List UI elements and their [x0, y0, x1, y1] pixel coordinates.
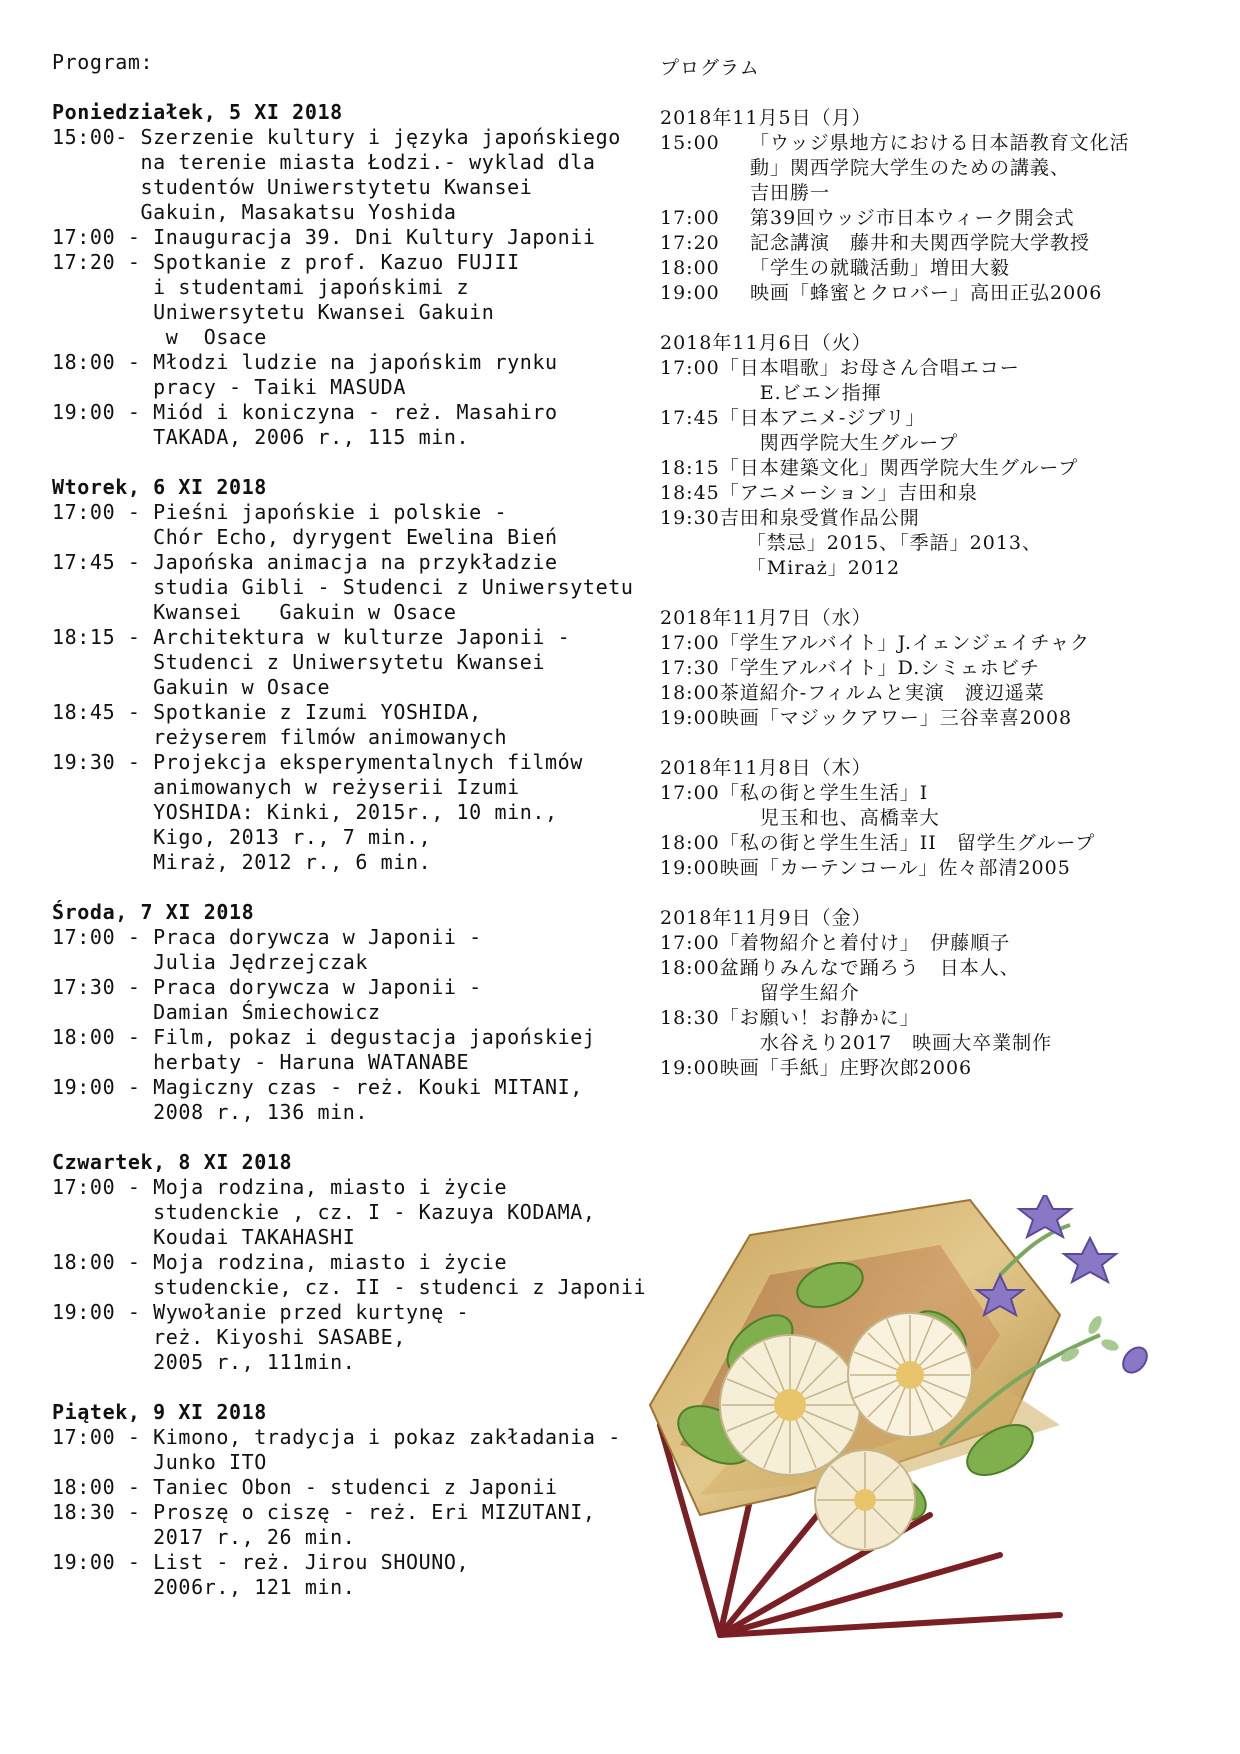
- event-time: 17:00: [660, 357, 720, 379]
- day-title: Wtorek, 6 XI 2018: [52, 475, 267, 499]
- event-line: Kimono, tradycja i pokaz zakładania -: [153, 1425, 621, 1449]
- event-description: [153, 1250, 646, 1300]
- event-row: [52, 1300, 612, 1375]
- event-row: [660, 706, 1220, 731]
- event-line: 吉田勝一: [750, 182, 831, 204]
- event-row: [660, 131, 1220, 206]
- event-row: [660, 931, 1220, 956]
- event-row: [660, 781, 1220, 831]
- event-row: [52, 1075, 612, 1125]
- event-time: 18:00 -: [52, 1025, 154, 1049]
- event-time: 19:30 -: [52, 750, 154, 774]
- event-time: 18:15: [660, 457, 720, 479]
- program-polish: [52, 50, 647, 1600]
- event-row: [660, 481, 1220, 506]
- event-description: [153, 250, 520, 350]
- event-line: 「日本アニメ-ジブリ」: [719, 407, 926, 429]
- event-line: studentów Uniwerstytetu Kwansei: [140, 175, 533, 199]
- event-row: [52, 1025, 612, 1075]
- event-description: [720, 406, 958, 456]
- event-line: YOSHIDA: Kinki, 2015r., 10 min.,: [153, 800, 558, 824]
- event-time: 18:15 -: [52, 625, 154, 649]
- event-time: 18:00: [660, 957, 720, 979]
- event-line: Spotkanie z prof. Kazuo FUJII: [153, 250, 520, 274]
- event-time: 19:30: [660, 507, 720, 529]
- event-description: [720, 781, 940, 831]
- event-description: [750, 256, 1010, 281]
- event-line: reżyserem filmów animowanych: [153, 725, 508, 749]
- event-time: 18:30: [660, 1007, 720, 1029]
- event-time: 18:45: [660, 482, 720, 504]
- program-day: [52, 1150, 647, 1375]
- event-description: [750, 206, 1075, 231]
- event-row: [660, 1056, 1220, 1081]
- event-line: 「日本唱歌」お母さん合唱エコー: [719, 357, 1020, 379]
- event-time: 17:00 -: [52, 500, 154, 524]
- event-description: [750, 281, 1102, 306]
- event-description: [720, 656, 1040, 681]
- event-description: [720, 931, 1011, 956]
- event-line: Julia Jędrzejczak: [153, 950, 369, 974]
- event-line: reż. Kiyoshi SASABE,: [153, 1325, 406, 1349]
- program-heading: Program:: [52, 50, 154, 74]
- event-line: Młodzi ludzie na japońskim rynku: [153, 350, 558, 374]
- event-row: [660, 631, 1220, 656]
- day-title: 2018年11月6日（火）: [660, 332, 872, 354]
- event-time: 17:00 -: [52, 1425, 154, 1449]
- event-time: 17:00: [660, 207, 720, 229]
- event-description: [153, 975, 482, 1025]
- event-row: [52, 350, 612, 400]
- event-line: studenckie , cz. I - Kazuya KODAMA,: [153, 1200, 596, 1224]
- event-description: [153, 225, 595, 250]
- event-line: Miraż, 2012 r., 6 min.: [153, 850, 432, 874]
- event-line: 吉田和泉受賞作品公開: [719, 507, 920, 529]
- event-line: 映画「マジックアワー」三谷幸喜2008: [719, 707, 1073, 729]
- event-description: [720, 1006, 1052, 1056]
- event-line: 水谷えり2017 映画大卒業制作: [719, 1032, 1053, 1054]
- event-description: [153, 1475, 558, 1500]
- event-line: Projekcja eksperymentalnych filmów: [153, 750, 583, 774]
- event-time: 19:00 -: [52, 1075, 154, 1099]
- event-time: 15:00-: [52, 125, 141, 149]
- event-row: [52, 400, 612, 450]
- event-time: 15:00: [660, 132, 720, 154]
- event-description: [153, 1550, 469, 1600]
- event-row: [52, 925, 612, 975]
- event-row: [52, 225, 612, 250]
- event-line: Szerzenie kultury i języka japońskiego: [140, 125, 621, 149]
- event-row: [660, 231, 1220, 256]
- event-description: [720, 506, 1042, 581]
- event-line: 盆踊りみんなで踊ろう 日本人、: [719, 957, 1020, 979]
- event-time: 19:00: [660, 707, 720, 729]
- event-line: Gakuin, Masakatsu Yoshida: [140, 200, 457, 224]
- day-title: 2018年11月5日（月）: [660, 107, 872, 129]
- program-day: [52, 900, 612, 1125]
- event-line: 2006r., 121 min.: [153, 1575, 356, 1599]
- event-row: [52, 750, 612, 875]
- event-description: [153, 1175, 595, 1250]
- event-time: 19:00: [660, 282, 720, 304]
- event-line: 「学生アルバイト」D.シミェホビチ: [719, 657, 1040, 679]
- event-time: 18:30 -: [52, 1500, 154, 1524]
- program-day: [52, 475, 634, 875]
- event-row: [660, 456, 1220, 481]
- event-line: E.ビエン指揮: [719, 382, 882, 404]
- program-heading-jp: プログラム: [660, 57, 760, 79]
- event-line: Uniwersytetu Kwansei Gakuin: [153, 300, 495, 324]
- event-description: [153, 925, 482, 975]
- event-line: 動」関西学院大学生のための講義、: [750, 157, 1071, 179]
- event-line: 映画「蜂蜜とクロバー」高田正弘2006: [750, 282, 1103, 304]
- day-title: Poniedziałek, 5 XI 2018: [52, 100, 343, 124]
- event-line: studia Gibli - Studenci z Uniwersytetu: [153, 575, 634, 599]
- event-line: 2017 r., 26 min.: [153, 1525, 356, 1549]
- event-time: 17:30: [660, 657, 720, 679]
- event-description: [720, 1056, 972, 1081]
- program-day: [660, 756, 1220, 881]
- event-line: herbaty - Haruna WATANABE: [153, 1050, 470, 1074]
- event-line: na terenie miasta Łodzi.- wyklad dla: [140, 150, 596, 174]
- event-row: [52, 975, 612, 1025]
- event-row: [660, 281, 1220, 306]
- event-description: [720, 681, 1045, 706]
- event-time: 17:00 -: [52, 1175, 154, 1199]
- event-row: [660, 856, 1220, 881]
- event-line: 「お願い！お静かに」: [719, 1007, 920, 1029]
- event-row: [52, 125, 621, 225]
- event-line: 映画「カーテンコール」佐々部清2005: [719, 857, 1071, 879]
- event-line: i studentami japońskimi z: [153, 275, 470, 299]
- event-line: 「学生の就職活動」増田大毅: [750, 257, 1011, 279]
- event-description: [153, 700, 507, 750]
- event-row: [660, 956, 1220, 1006]
- event-description: [720, 356, 1020, 406]
- event-description: [153, 350, 558, 400]
- event-time: 18:00: [660, 832, 720, 854]
- event-description: [141, 125, 621, 225]
- event-line: 映画「手紙」庄野次郎2006: [719, 1057, 973, 1079]
- event-line: Kwansei Gakuin w Osace: [153, 600, 457, 624]
- event-line: Praca dorywcza w Japonii -: [153, 975, 482, 999]
- event-time: 17:20 -: [52, 250, 154, 274]
- event-description: [153, 1425, 621, 1475]
- event-row: [52, 1425, 621, 1475]
- event-line: Film, pokaz i degustacja japońskiej: [153, 1025, 596, 1049]
- event-time: 19:00 -: [52, 400, 154, 424]
- event-line: 「アニメーション」吉田和泉: [719, 482, 979, 504]
- event-time: 17:00 -: [52, 925, 154, 949]
- event-line: Moja rodzina, miasto i życie: [153, 1175, 508, 1199]
- event-row: [660, 506, 1220, 581]
- event-time: 18:00 -: [52, 350, 154, 374]
- event-row: [52, 250, 612, 350]
- event-description: [153, 1075, 583, 1125]
- event-line: Gakuin w Osace: [153, 675, 331, 699]
- event-time: 17:00: [660, 632, 720, 654]
- event-row: [52, 1250, 647, 1300]
- event-line: pracy - Taiki MASUDA: [153, 375, 406, 399]
- event-time: 17:00 -: [52, 225, 154, 249]
- event-line: List - reż. Jirou SHOUNO,: [153, 1550, 470, 1574]
- event-line: Koudai TAKAHASHI: [153, 1225, 356, 1249]
- event-line: 記念講演 藤井和夫関西学院大学教授: [750, 232, 1091, 254]
- event-line: Magiczny czas - reż. Kouki MITANI,: [153, 1075, 583, 1099]
- event-line: 第39回ウッジ市日本ウィーク開会式: [750, 207, 1075, 229]
- day-title: 2018年11月9日（金）: [660, 907, 872, 929]
- event-description: [720, 956, 1020, 1006]
- event-line: Wywołanie przed kurtynę -: [153, 1300, 470, 1324]
- event-line: 「Miraż」2012: [719, 557, 901, 579]
- event-time: 17:30 -: [52, 975, 154, 999]
- event-line: 「日本建築文化」関西学院大生グループ: [719, 457, 1079, 479]
- event-line: 「私の街と学生生活」I: [719, 782, 929, 804]
- program-day: [660, 331, 1220, 581]
- day-title: Piątek, 9 XI 2018: [52, 1400, 267, 1424]
- program-day: [660, 106, 1220, 306]
- event-line: w Osace: [153, 325, 267, 349]
- event-row: [52, 550, 634, 625]
- event-row: [660, 256, 1220, 281]
- event-time: 18:00 -: [52, 1475, 154, 1499]
- event-line: 「禁忌」2015、「季語」2013、: [719, 532, 1043, 554]
- event-time: 18:00: [660, 682, 720, 704]
- day-title: Środa, 7 XI 2018: [52, 900, 255, 924]
- event-description: [750, 231, 1090, 256]
- event-time: 18:45 -: [52, 700, 154, 724]
- event-row: [660, 1006, 1220, 1056]
- event-line: Spotkanie z Izumi YOSHIDA,: [153, 700, 482, 724]
- program-japanese: [660, 56, 1220, 1081]
- event-time: 19:00 -: [52, 1300, 154, 1324]
- event-time: 18:00 -: [52, 1250, 154, 1274]
- event-row: [52, 1175, 612, 1250]
- event-line: Inauguracja 39. Dni Kultury Japonii: [153, 225, 596, 249]
- event-line: 「着物紹介と着付け」 伊藤順子: [719, 932, 1011, 954]
- event-row: [660, 206, 1220, 231]
- event-line: Studenci z Uniwersytetu Kwansei: [153, 650, 546, 674]
- event-row: [660, 656, 1220, 681]
- event-time: 17:00: [660, 932, 720, 954]
- event-line: Kigo, 2013 r., 7 min.,: [153, 825, 432, 849]
- event-line: 「ウッジ県地方における日本語教育文化活: [750, 132, 1130, 154]
- event-description: [153, 400, 558, 450]
- event-line: Pieśni japońskie i polskie -: [153, 500, 508, 524]
- event-description: [720, 706, 1072, 731]
- event-line: studenckie, cz. II - studenci z Japonii: [153, 1275, 647, 1299]
- event-line: Miód i koniczyna - reż. Masahiro: [153, 400, 558, 424]
- event-line: Praca dorywcza w Japonii -: [153, 925, 482, 949]
- event-description: [153, 550, 633, 625]
- program-day: [52, 1400, 621, 1600]
- event-row: [660, 831, 1220, 856]
- day-title: 2018年11月7日（水）: [660, 607, 872, 629]
- event-description: [720, 831, 1096, 856]
- event-line: Architektura w kulturze Japonii -: [153, 625, 571, 649]
- event-time: 18:00: [660, 257, 720, 279]
- event-line: animowanych w reżyserii Izumi: [153, 775, 520, 799]
- event-line: Proszę o ciszę - reż. Eri MIZUTANI,: [153, 1500, 596, 1524]
- event-line: Damian Śmiechowicz: [153, 1000, 381, 1024]
- event-row: [52, 625, 612, 700]
- event-time: 19:00: [660, 857, 720, 879]
- event-time: 19:00: [660, 1057, 720, 1079]
- event-description: [153, 750, 583, 875]
- event-description: [153, 1300, 469, 1375]
- event-description: [720, 456, 1078, 481]
- event-row: [52, 700, 612, 750]
- event-row: [52, 1500, 612, 1550]
- event-line: Junko ITO: [153, 1450, 267, 1474]
- event-row: [660, 681, 1220, 706]
- event-line: 「学生アルバイト」J.イェンジェイチャク: [719, 632, 1090, 654]
- event-row: [660, 356, 1220, 406]
- day-title: 2018年11月8日（木）: [660, 757, 872, 779]
- folding-fan-chrysanthemum-icon: [640, 1195, 1180, 1645]
- event-row: [52, 1550, 612, 1600]
- event-row: [660, 406, 1220, 456]
- day-title: Czwartek, 8 XI 2018: [52, 1150, 293, 1174]
- event-time: 17:45: [660, 407, 720, 429]
- event-description: [153, 625, 570, 700]
- event-line: 「私の街と学生生活」II 留学生グループ: [719, 832, 1096, 854]
- event-line: 2008 r., 136 min.: [153, 1100, 369, 1124]
- event-description: [720, 856, 1071, 881]
- event-line: Taniec Obon - studenci z Japonii: [153, 1475, 558, 1499]
- event-line: 留学生紹介: [719, 982, 860, 1004]
- event-description: [720, 631, 1090, 656]
- event-time: 17:45 -: [52, 550, 154, 574]
- event-time: 17:00: [660, 782, 720, 804]
- event-description: [153, 1500, 595, 1550]
- event-line: TAKADA, 2006 r., 115 min.: [153, 425, 470, 449]
- event-line: 2005 r., 111min.: [153, 1350, 356, 1374]
- program-day: [52, 100, 621, 450]
- event-line: 関西学院大生グループ: [719, 432, 959, 454]
- event-description: [720, 481, 978, 506]
- event-time: 19:00 -: [52, 1550, 154, 1574]
- event-time: 17:20: [660, 232, 720, 254]
- event-line: 児玉和也、高橋幸大: [719, 807, 940, 829]
- event-line: Japońska animacja na przykładzie: [153, 550, 558, 574]
- event-line: 茶道紹介-フィルムと実演 渡辺遥菜: [719, 682, 1045, 704]
- event-row: [52, 500, 612, 550]
- event-description: [750, 131, 1130, 206]
- program-day: [660, 606, 1220, 731]
- program-day: [660, 906, 1220, 1081]
- event-description: [153, 1025, 595, 1075]
- event-line: Chór Echo, dyrygent Ewelina Bień: [153, 525, 558, 549]
- event-row: [52, 1475, 612, 1500]
- event-line: Moja rodzina, miasto i życie: [153, 1250, 508, 1274]
- event-description: [153, 500, 558, 550]
